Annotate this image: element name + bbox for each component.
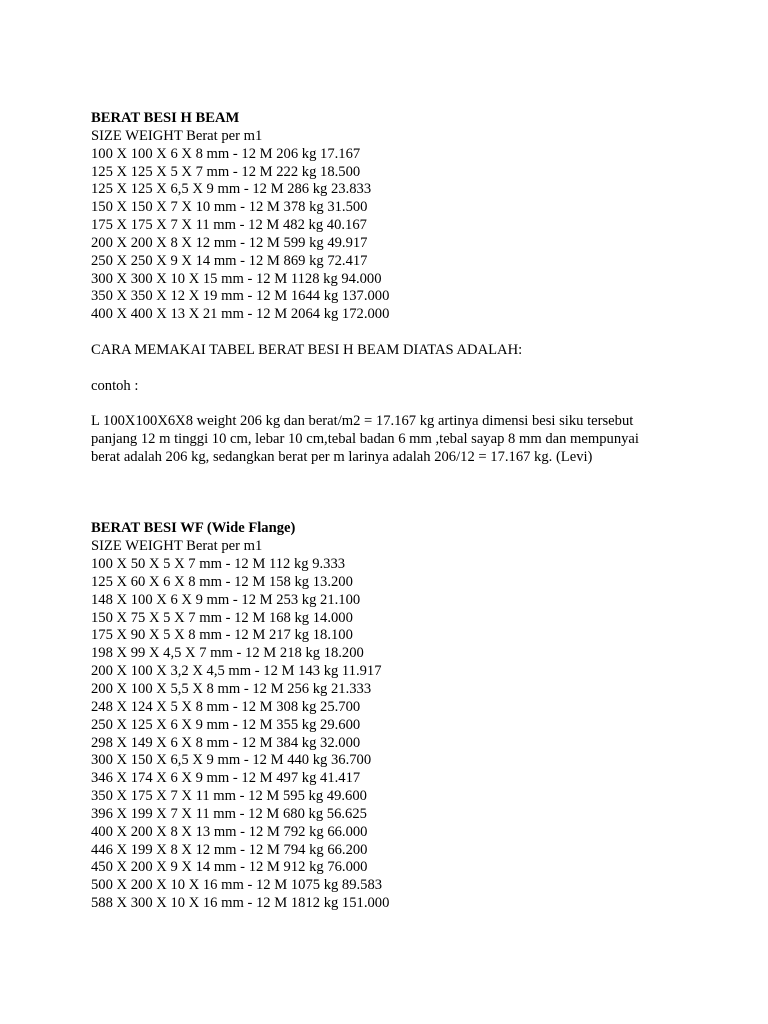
- wf-row: 446 X 199 X 8 X 12 mm - 12 M 794 kg 66.200: [91, 841, 368, 858]
- spacer: [91, 360, 751, 378]
- spacer: [91, 396, 751, 414]
- wf-row: 250 X 125 X 6 X 9 mm - 12 M 355 kg 29.600: [91, 716, 361, 733]
- document-page: [91, 110, 751, 913]
- hbeam-title: BERAT BESI H BEAM: [91, 110, 240, 126]
- hbeam-section: [91, 110, 751, 324]
- wf-row: 175 X 90 X 5 X 8 mm - 12 M 217 kg 18.100: [91, 627, 353, 644]
- wf-row: 400 X 200 X 8 X 13 mm - 12 M 792 kg 66.000: [91, 823, 368, 840]
- wf-row: 125 X 60 X 6 X 8 mm - 12 M 158 kg 13.200: [91, 573, 353, 590]
- hbeam-row: 400 X 400 X 13 X 21 mm - 12 M 2064 kg 172.000: [91, 306, 390, 323]
- hbeam-row: 200 X 200 X 8 X 12 mm - 12 M 599 kg 49.917: [91, 234, 368, 251]
- spacer: [91, 467, 751, 521]
- hbeam-row: 175 X 175 X 7 X 11 mm - 12 M 482 kg 40.167: [91, 217, 367, 234]
- wf-row: 150 X 75 X 5 X 7 mm - 12 M 168 kg 14.000: [91, 609, 353, 626]
- example-paragraph-line: panjang 12 m tinggi 10 cm, lebar 10 cm,tebal badan 6 mm ,tebal sayap 8 mm dan mempunyai: [91, 431, 639, 448]
- example-label: contoh :: [91, 377, 139, 394]
- wf-row: 500 X 200 X 10 X 16 mm - 12 M 1075 kg 89.583: [91, 877, 383, 894]
- wf-table-header: SIZE WEIGHT Berat per m1: [91, 538, 263, 555]
- wf-row: 100 X 50 X 5 X 7 mm - 12 M 112 kg 9.333: [91, 556, 346, 573]
- wf-row: 298 X 149 X 6 X 8 mm - 12 M 384 kg 32.000: [91, 734, 361, 751]
- usage-section: [91, 342, 751, 467]
- example-paragraph-line: berat adalah 206 kg, sedangkan berat per m larinya adalah 206/12 = 17.167 kg. (Levi): [91, 449, 593, 466]
- hbeam-row: 350 X 350 X 12 X 19 mm - 12 M 1644 kg 137.000: [91, 288, 390, 305]
- hbeam-table-header: SIZE WEIGHT Berat per m1: [91, 127, 263, 144]
- hbeam-row: 125 X 125 X 6,5 X 9 mm - 12 M 286 kg 23.833: [91, 181, 372, 198]
- wf-row: 396 X 199 X 7 X 11 mm - 12 M 680 kg 56.625: [91, 805, 367, 822]
- wf-row: 300 X 150 X 6,5 X 9 mm - 12 M 440 kg 36.700: [91, 752, 372, 769]
- wf-row: 200 X 100 X 5,5 X 8 mm - 12 M 256 kg 21.333: [91, 681, 372, 698]
- wf-row: 588 X 300 X 10 X 16 mm - 12 M 1812 kg 151.000: [91, 895, 390, 912]
- wf-section: [91, 520, 751, 913]
- hbeam-row: 300 X 300 X 10 X 15 mm - 12 M 1128 kg 94.000: [91, 270, 382, 287]
- wf-row: 148 X 100 X 6 X 9 mm - 12 M 253 kg 21.100: [91, 591, 361, 608]
- hbeam-row: 125 X 125 X 5 X 7 mm - 12 M 222 kg 18.500: [91, 163, 361, 180]
- wf-row: 450 X 200 X 9 X 14 mm - 12 M 912 kg 76.000: [91, 859, 368, 876]
- wf-row: 200 X 100 X 3,2 X 4,5 mm - 12 M 143 kg 11.917: [91, 663, 382, 680]
- hbeam-row: 150 X 150 X 7 X 10 mm - 12 M 378 kg 31.500: [91, 199, 368, 216]
- hbeam-row: 100 X 100 X 6 X 8 mm - 12 M 206 kg 17.167: [91, 145, 361, 162]
- usage-heading: CARA MEMAKAI TABEL BERAT BESI H BEAM DIATAS ADALAH:: [91, 341, 523, 358]
- example-paragraph-line: L 100X100X6X8 weight 206 kg dan berat/m2 = 17.167 kg artinya dimensi besi siku tersebut: [91, 413, 634, 430]
- spacer: [91, 324, 751, 342]
- wf-title: BERAT BESI WF (Wide Flange): [91, 520, 296, 537]
- wf-row: 346 X 174 X 6 X 9 mm - 12 M 497 kg 41.417: [91, 770, 361, 787]
- wf-row: 248 X 124 X 5 X 8 mm - 12 M 308 kg 25.700: [91, 698, 361, 715]
- wf-row: 350 X 175 X 7 X 11 mm - 12 M 595 kg 49.600: [91, 788, 367, 805]
- wf-row: 198 X 99 X 4,5 X 7 mm - 12 M 218 kg 18.200: [91, 645, 364, 662]
- hbeam-row: 250 X 250 X 9 X 14 mm - 12 M 869 kg 72.417: [91, 252, 368, 269]
